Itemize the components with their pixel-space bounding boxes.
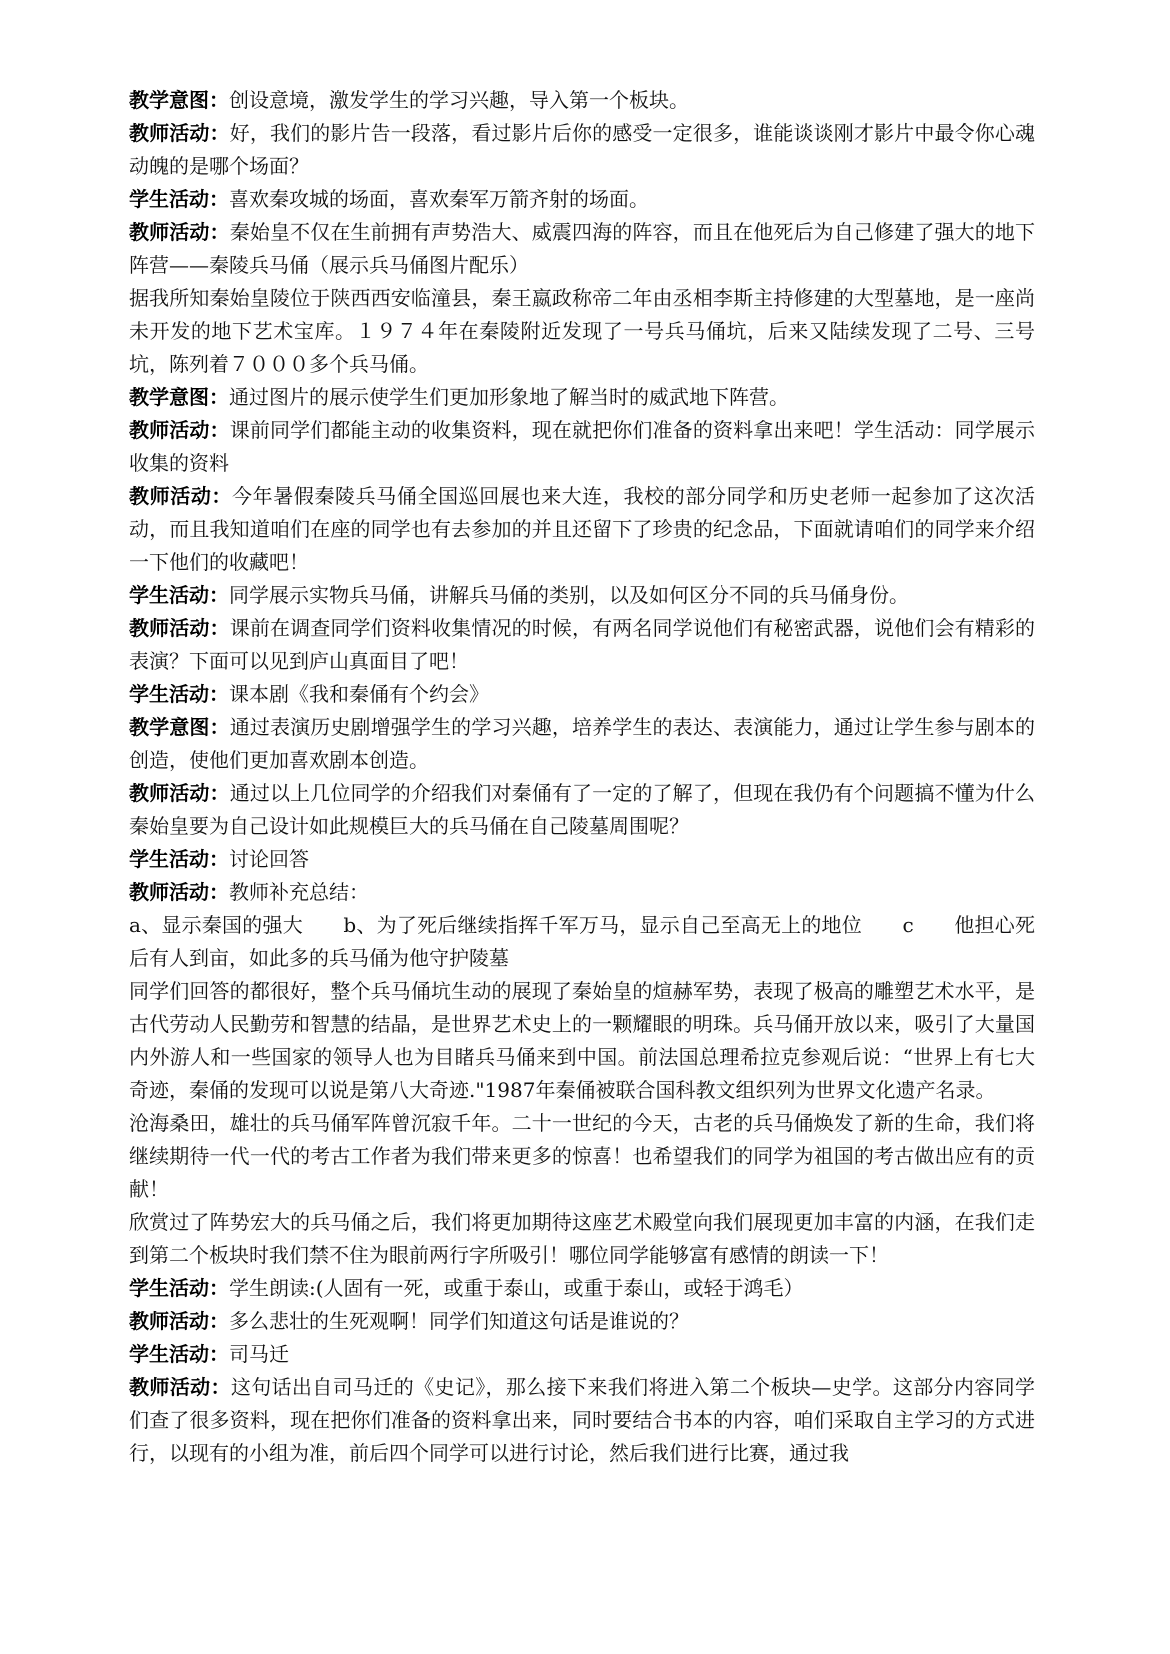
paragraph-text: 欣赏过了阵势宏大的兵马俑之后，我们将更加期待这座艺术殿堂向我们展现更加丰富的内涵，在我们走到第二个板块时我们禁不住为眼前两行字所吸引！哪位同学能够富有感情的朗读一下！ (129, 1210, 1035, 1267)
paragraph-teaching-intent (129, 84, 1035, 117)
paragraph-label: 教师活动： (129, 484, 233, 508)
paragraph-teacher-activity (129, 216, 1035, 282)
paragraph-text: 讨论回答 (229, 847, 309, 871)
paragraph-label: 学生活动： (129, 682, 229, 706)
paragraph-text: 创设意境，激发学生的学习兴趣，导入第一个板块。 (229, 88, 689, 112)
paragraph-teacher-activity (129, 777, 1035, 843)
paragraph-label: 教学意图： (129, 88, 229, 112)
paragraph-text: 通过表演历史剧增强学生的学习兴趣，培养学生的表达、表演能力，通过让学生参与剧本的创造，使他们更加喜欢剧本创造。 (129, 715, 1036, 772)
paragraph-teaching-intent (129, 381, 1035, 414)
paragraph-label: 学生活动： (129, 847, 229, 871)
paragraph-text: 通过图片的展示使学生们更加形象地了解当时的威武地下阵营。 (229, 385, 789, 409)
paragraph-text: 课前同学们都能主动的收集资料，现在就把你们准备的资料拿出来吧！学生活动：同学展示收集的资料 (129, 418, 1036, 475)
paragraph-text: 喜欢秦攻城的场面，喜欢秦军万箭齐射的场面。 (229, 187, 649, 211)
paragraph-label: 学生活动： (129, 1342, 229, 1366)
paragraph-text: 同学展示实物兵马俑，讲解兵马俑的类别，以及如何区分不同的兵马俑身份。 (229, 583, 909, 607)
paragraph-teacher-activity (129, 876, 1035, 909)
paragraph-student-activity (129, 1272, 1035, 1305)
paragraph-text: 通过以上几位同学的介绍我们对秦俑有了一定的了解了，但现在我仍有个问题搞不懂为什么秦始皇要为自己设计如此规模巨大的兵马俑在自己陵墓周围呢？ (129, 781, 1036, 838)
paragraph-label: 教师活动： (129, 616, 230, 640)
paragraph-teacher-activity (129, 480, 1035, 579)
paragraph-label: 学生活动： (129, 1276, 229, 1300)
paragraph-text: 同学们回答的都很好，整个兵马俑坑生动的展现了秦始皇的煊赫军势，表现了极高的雕塑艺术水平，是古代劳动人民勤劳和智慧的结晶，是世界艺术史上的一颗耀眼的明珠。兵马俑开放以来，吸引了大量国内外游人和一些国家的领导人也为目睹兵马俑来到中国。前法国总理希拉克参观后说：“世界上有七大奇迹，秦俑的发现可以说是第八大奇迹."1987年秦俑被联合国科教文组织列为世界文化遗产名录。 (129, 979, 1035, 1102)
paragraph-text: 好，我们的影片告一段落，看过影片后你的感受一定很多，谁能谈谈刚才影片中最令你心魂动魄的是哪个场面？ (129, 121, 1036, 178)
paragraph-student-activity (129, 678, 1035, 711)
paragraph-teacher-activity (129, 1305, 1035, 1338)
paragraph-text: 沧海桑田，雄壮的兵马俑军阵曾沉寂千年。二十一世纪的今天，古老的兵马俑焕发了新的生命，我们将继续期待一代一代的考古工作者为我们带来更多的惊喜！也希望我们的同学为祖国的考古做出应有的贡献！ (129, 1111, 1035, 1201)
paragraph-label: 学生活动： (129, 187, 229, 211)
paragraph-label: 教师活动： (129, 418, 230, 442)
paragraph-label: 教学意图： (129, 385, 229, 409)
paragraph-text: 秦始皇不仅在生前拥有声势浩大、威震四海的阵容，而且在他死后为自己修建了强大的地下阵营——秦陵兵马俑（展示兵马俑图片配乐） (129, 220, 1036, 277)
paragraph-text: 教师补充总结： (229, 880, 369, 904)
paragraph-text: 据我所知秦始皇陵位于陕西西安临潼县，秦王嬴政称帝二年由丞相李斯主持修建的大型墓地，是一座尚未开发的地下艺术宝库。１９７４年在秦陵附近发现了一号兵马俑坑，后来又陆续发现了二号、三号坑，陈列着７０００多个兵马俑。 (129, 286, 1035, 376)
paragraph-label: 教师活动： (129, 781, 230, 805)
paragraph-body (129, 1206, 1035, 1272)
paragraph-teacher-activity (129, 117, 1035, 183)
paragraph-teaching-intent (129, 711, 1035, 777)
paragraph-student-activity (129, 183, 1035, 216)
paragraph-label: 教师活动： (129, 1309, 229, 1333)
paragraph-text: 学生朗读:(人固有一死，或重于泰山，或重于泰山，或轻于鸿毛） (229, 1276, 804, 1300)
paragraph-text: 这句话出自司马迁的《史记》，那么接下来我们将进入第二个板块—史学。这部分内容同学们查了很多资料，现在把你们准备的资料拿出来，同时要结合书本的内容，咱们采取自主学习的方式进行，以现有的小组为准，前后四个同学可以进行讨论，然后我们进行比赛，通过我 (129, 1375, 1036, 1465)
paragraph-student-activity (129, 843, 1035, 876)
paragraph-body (129, 282, 1035, 381)
paragraph-label: 教师活动： (129, 1375, 231, 1399)
paragraph-text: a、显示秦国的强大 b、为了死后继续指挥千军万马，显示自己至高无上的地位 c 他担心死后有人到亩，如此多的兵马俑为他守护陵墓 (129, 913, 1035, 970)
paragraph-label: 教师活动： (129, 880, 229, 904)
paragraph-student-activity (129, 1338, 1035, 1371)
paragraph-teacher-activity (129, 612, 1035, 678)
paragraph-text: 课本剧《我和秦俑有个约会》 (229, 682, 489, 706)
paragraph-label: 教学意图： (129, 715, 230, 739)
paragraph-teacher-activity (129, 414, 1035, 480)
paragraph-label: 教师活动： (129, 220, 230, 244)
paragraph-body (129, 1107, 1035, 1206)
paragraph-label: 学生活动： (129, 583, 229, 607)
paragraph-summary-list (129, 909, 1035, 975)
paragraph-text: 课前在调查同学们资料收集情况的时候，有两名同学说他们有秘密武器，说他们会有精彩的表演？下面可以见到庐山真面目了吧！ (129, 616, 1036, 673)
paragraph-text: 司马迁 (229, 1342, 289, 1366)
paragraph-student-activity (129, 579, 1035, 612)
paragraph-body (129, 975, 1035, 1107)
paragraph-text: 今年暑假秦陵兵马俑全国巡回展也来大连，我校的部分同学和历史老师一起参加了这次活动，而且我知道咱们在座的同学也有去参加的并且还留下了珍贵的纪念品，下面就请咱们的同学来介绍一下他们的收藏吧！ (129, 484, 1036, 574)
paragraph-text: 多么悲壮的生死观啊！同学们知道这句话是谁说的？ (229, 1309, 689, 1333)
paragraph-teacher-activity (129, 1371, 1035, 1470)
paragraph-label: 教师活动： (129, 121, 230, 145)
